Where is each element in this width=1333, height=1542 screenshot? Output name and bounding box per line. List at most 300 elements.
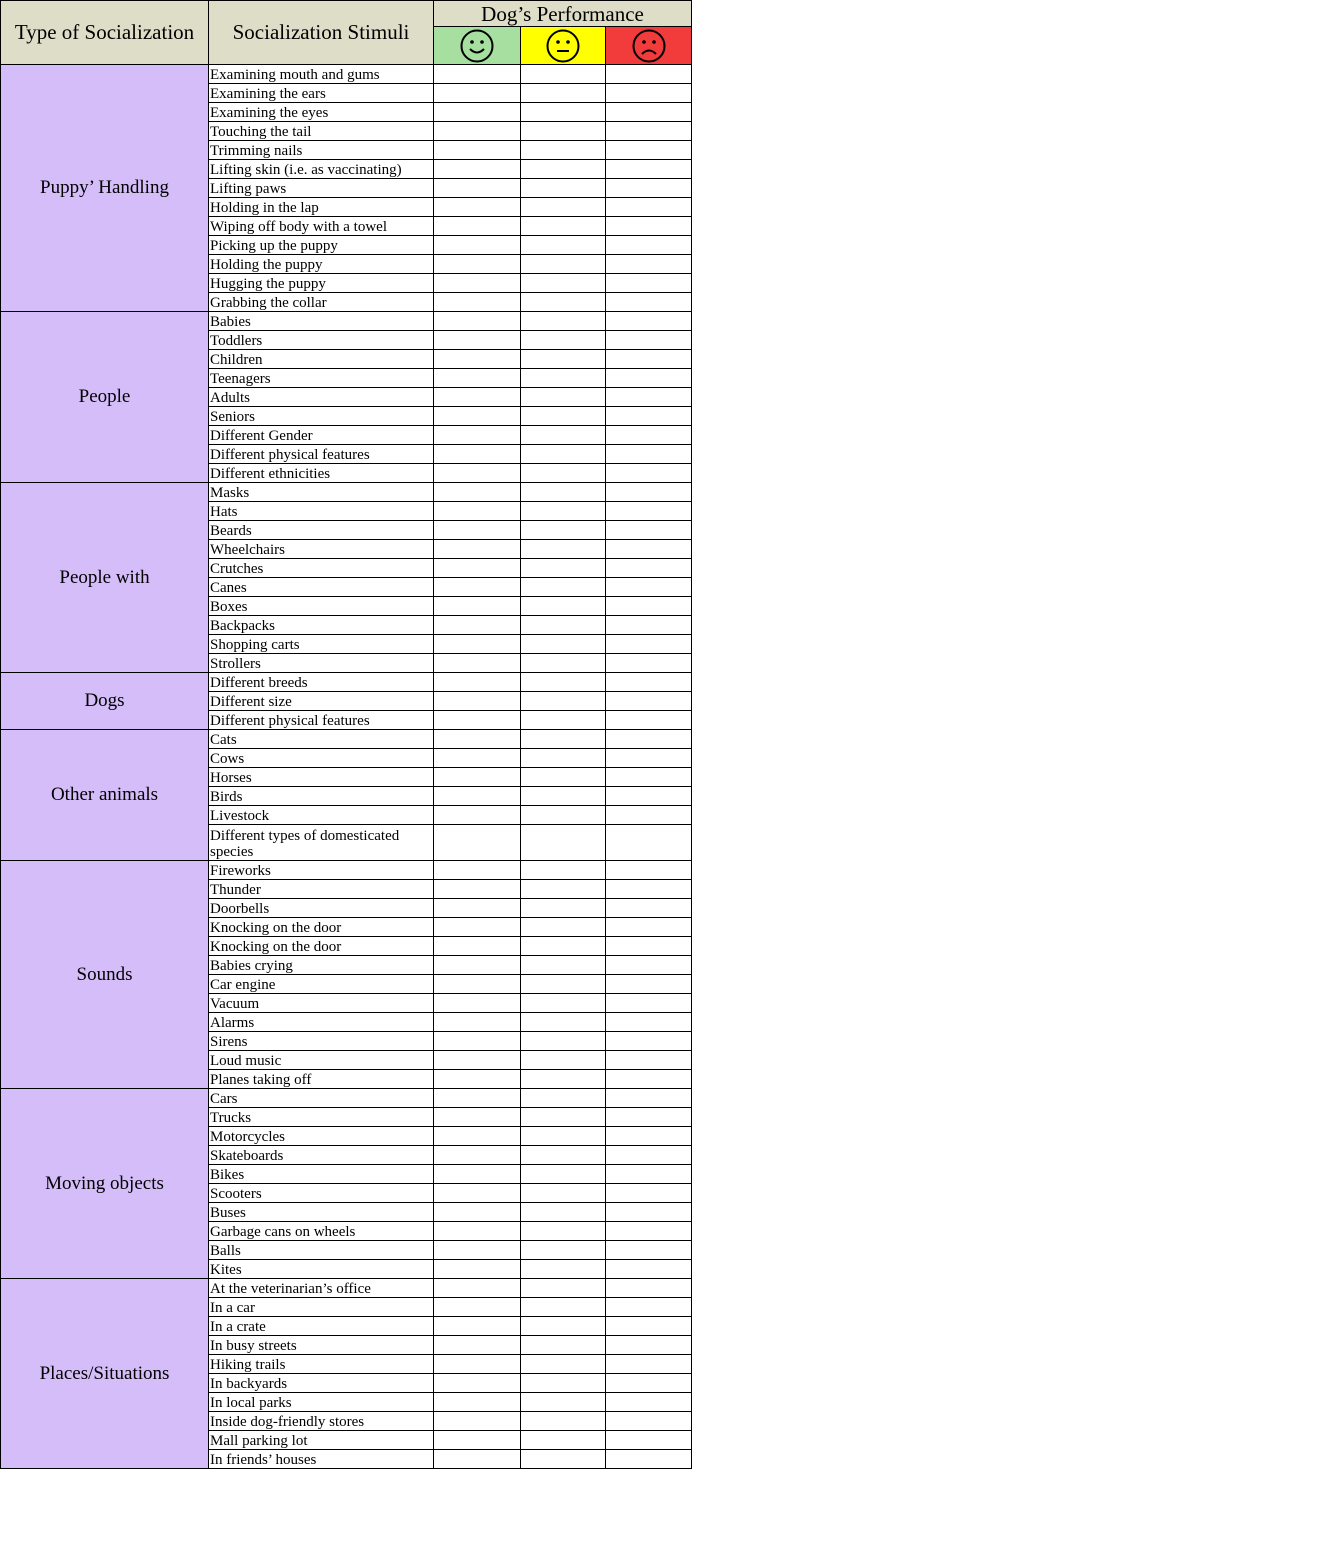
performance-cell-sad[interactable] (606, 1032, 692, 1051)
stimulus-cell: Touching the tail (209, 122, 434, 141)
performance-cell-happy[interactable] (434, 160, 521, 179)
performance-cell-sad[interactable] (606, 1013, 692, 1032)
performance-cell-neutral[interactable] (521, 1298, 606, 1317)
stimulus-cell: At the veterinarian’s office (209, 1279, 434, 1298)
performance-cell-happy[interactable] (434, 103, 521, 122)
performance-cell-sad[interactable] (606, 899, 692, 918)
performance-cell-happy[interactable] (434, 293, 521, 312)
performance-cell-happy[interactable] (434, 255, 521, 274)
performance-cell-neutral[interactable] (521, 1089, 606, 1108)
performance-cell-neutral[interactable] (521, 1165, 606, 1184)
performance-cell-neutral[interactable] (521, 806, 606, 825)
performance-cell-neutral[interactable] (521, 616, 606, 635)
performance-cell-neutral[interactable] (521, 122, 606, 141)
performance-cell-happy[interactable] (434, 1336, 521, 1355)
stimulus-cell: Hugging the puppy (209, 274, 434, 293)
performance-cell-happy[interactable] (434, 1298, 521, 1317)
performance-cell-happy[interactable] (434, 1203, 521, 1222)
performance-cell-sad[interactable] (606, 1222, 692, 1241)
performance-cell-happy[interactable] (434, 559, 521, 578)
performance-cell-sad[interactable] (606, 179, 692, 198)
performance-cell-sad[interactable] (606, 1431, 692, 1450)
performance-cell-neutral[interactable] (521, 975, 606, 994)
stimulus-cell: Grabbing the collar (209, 293, 434, 312)
performance-cell-neutral[interactable] (521, 749, 606, 768)
performance-cell-happy[interactable] (434, 1412, 521, 1431)
stimulus-cell: Different physical features (209, 711, 434, 730)
performance-cell-neutral[interactable] (521, 635, 606, 654)
performance-cell-happy[interactable] (434, 806, 521, 825)
performance-cell-happy[interactable] (434, 1051, 521, 1070)
performance-cell-sad[interactable] (606, 937, 692, 956)
stimulus-cell: Car engine (209, 975, 434, 994)
stimulus-cell: Kites (209, 1260, 434, 1279)
stimulus-cell: Horses (209, 768, 434, 787)
performance-cell-sad[interactable] (606, 350, 692, 369)
performance-cell-neutral[interactable] (521, 1279, 606, 1298)
performance-cell-happy[interactable] (434, 1108, 521, 1127)
performance-cell-sad[interactable] (606, 825, 692, 861)
performance-cell-sad[interactable] (606, 616, 692, 635)
stimulus-cell: Different physical features (209, 445, 434, 464)
stimulus-cell: Toddlers (209, 331, 434, 350)
performance-cell-sad[interactable] (606, 635, 692, 654)
stimulus-cell: In a car (209, 1298, 434, 1317)
performance-cell-neutral[interactable] (521, 1260, 606, 1279)
performance-cell-happy[interactable] (434, 597, 521, 616)
performance-cell-neutral[interactable] (521, 880, 606, 899)
performance-cell-happy[interactable] (434, 540, 521, 559)
stimulus-cell: Birds (209, 787, 434, 806)
stimulus-cell: Babies (209, 312, 434, 331)
performance-cell-sad[interactable] (606, 198, 692, 217)
performance-cell-happy[interactable] (434, 331, 521, 350)
performance-cell-happy[interactable] (434, 426, 521, 445)
performance-cell-neutral[interactable] (521, 994, 606, 1013)
performance-cell-sad[interactable] (606, 975, 692, 994)
performance-cell-sad[interactable] (606, 426, 692, 445)
stimulus-cell: Strollers (209, 654, 434, 673)
performance-cell-sad[interactable] (606, 1450, 692, 1469)
performance-cell-happy[interactable] (434, 179, 521, 198)
performance-cell-neutral[interactable] (521, 198, 606, 217)
performance-cell-happy[interactable] (434, 1146, 521, 1165)
socialization-checklist-table (0, 0, 692, 1469)
stimulus-cell: Seniors (209, 407, 434, 426)
stimulus-cell: Doorbells (209, 899, 434, 918)
stimulus-cell: Trucks (209, 1108, 434, 1127)
stimulus-cell: Livestock (209, 806, 434, 825)
performance-cell-happy[interactable] (434, 1450, 521, 1469)
performance-cell-sad[interactable] (606, 692, 692, 711)
stimulus-cell: In a crate (209, 1317, 434, 1336)
stimulus-cell: Hiking trails (209, 1355, 434, 1374)
performance-cell-neutral[interactable] (521, 1393, 606, 1412)
performance-cell-neutral[interactable] (521, 692, 606, 711)
performance-cell-neutral[interactable] (521, 293, 606, 312)
performance-cell-happy[interactable] (434, 956, 521, 975)
stimulus-cell: Vacuum (209, 994, 434, 1013)
performance-cell-sad[interactable] (606, 768, 692, 787)
stimulus-cell: Shopping carts (209, 635, 434, 654)
performance-cell-neutral[interactable] (521, 217, 606, 236)
performance-cell-sad[interactable] (606, 540, 692, 559)
stimulus-cell: Examining the ears (209, 84, 434, 103)
performance-cell-happy[interactable] (434, 1222, 521, 1241)
stimulus-cell: In busy streets (209, 1336, 434, 1355)
performance-cell-neutral[interactable] (521, 1184, 606, 1203)
category-cell: Places/Situations (1, 1279, 209, 1469)
performance-cell-sad[interactable] (606, 1393, 692, 1412)
performance-cell-sad[interactable] (606, 1089, 692, 1108)
performance-cell-happy[interactable] (434, 730, 521, 749)
stimulus-cell: Teenagers (209, 369, 434, 388)
performance-cell-happy[interactable] (434, 388, 521, 407)
performance-cell-neutral[interactable] (521, 768, 606, 787)
performance-cell-sad[interactable] (606, 1260, 692, 1279)
neutral-face-icon (545, 28, 581, 64)
performance-cell-sad[interactable] (606, 293, 692, 312)
performance-cell-neutral[interactable] (521, 1127, 606, 1146)
performance-cell-sad[interactable] (606, 806, 692, 825)
performance-cell-happy[interactable] (434, 84, 521, 103)
performance-cell-neutral[interactable] (521, 559, 606, 578)
performance-cell-neutral[interactable] (521, 141, 606, 160)
stimulus-cell: Motorcycles (209, 1127, 434, 1146)
performance-cell-happy[interactable] (434, 141, 521, 160)
performance-cell-sad[interactable] (606, 1241, 692, 1260)
performance-cell-neutral[interactable] (521, 179, 606, 198)
performance-cell-sad[interactable] (606, 65, 692, 84)
stimulus-cell: Inside dog-friendly stores (209, 1412, 434, 1431)
sad-face-icon (631, 28, 667, 64)
stimulus-cell: Mall parking lot (209, 1431, 434, 1450)
performance-cell-sad[interactable] (606, 730, 692, 749)
performance-cell-happy[interactable] (434, 65, 521, 84)
performance-cell-happy[interactable] (434, 692, 521, 711)
performance-cell-sad[interactable] (606, 1279, 692, 1298)
performance-cell-sad[interactable] (606, 559, 692, 578)
performance-cell-neutral[interactable] (521, 1108, 606, 1127)
performance-cell-neutral[interactable] (521, 899, 606, 918)
performance-cell-neutral[interactable] (521, 483, 606, 502)
performance-cell-happy[interactable] (434, 483, 521, 502)
performance-cell-neutral[interactable] (521, 711, 606, 730)
performance-cell-sad[interactable] (606, 502, 692, 521)
performance-cell-sad[interactable] (606, 918, 692, 937)
performance-cell-happy[interactable] (434, 521, 521, 540)
performance-cell-neutral[interactable] (521, 1317, 606, 1336)
performance-cell-happy[interactable] (434, 768, 521, 787)
performance-cell-sad[interactable] (606, 861, 692, 880)
performance-cell-happy[interactable] (434, 578, 521, 597)
performance-cell-sad[interactable] (606, 749, 692, 768)
performance-cell-neutral[interactable] (521, 255, 606, 274)
category-cell: People (1, 312, 209, 483)
performance-cell-neutral[interactable] (521, 521, 606, 540)
performance-cell-happy[interactable] (434, 502, 521, 521)
stimulus-cell: Cows (209, 749, 434, 768)
stimulus-cell: Scooters (209, 1184, 434, 1203)
performance-cell-happy[interactable] (434, 787, 521, 806)
performance-cell-happy[interactable] (434, 937, 521, 956)
performance-cell-sad[interactable] (606, 1203, 692, 1222)
performance-cell-happy[interactable] (434, 1260, 521, 1279)
performance-cell-sad[interactable] (606, 464, 692, 483)
performance-cell-sad[interactable] (606, 1108, 692, 1127)
performance-cell-neutral[interactable] (521, 1241, 606, 1260)
performance-cell-neutral[interactable] (521, 388, 606, 407)
performance-cell-neutral[interactable] (521, 597, 606, 616)
performance-cell-sad[interactable] (606, 274, 692, 293)
performance-cell-sad[interactable] (606, 122, 692, 141)
stimulus-cell: Crutches (209, 559, 434, 578)
performance-cell-happy[interactable] (434, 1165, 521, 1184)
performance-cell-happy[interactable] (434, 1241, 521, 1260)
performance-cell-sad[interactable] (606, 578, 692, 597)
stimulus-cell: Skateboards (209, 1146, 434, 1165)
performance-cell-neutral[interactable] (521, 673, 606, 692)
stimulus-cell: Different breeds (209, 673, 434, 692)
performance-cell-sad[interactable] (606, 369, 692, 388)
performance-cell-sad[interactable] (606, 1127, 692, 1146)
performance-cell-happy[interactable] (434, 994, 521, 1013)
stimulus-cell: Babies crying (209, 956, 434, 975)
performance-cell-happy[interactable] (434, 312, 521, 331)
performance-cell-sad[interactable] (606, 255, 692, 274)
performance-cell-happy[interactable] (434, 445, 521, 464)
performance-cell-neutral[interactable] (521, 1431, 606, 1450)
stimulus-cell: Sirens (209, 1032, 434, 1051)
performance-cell-happy[interactable] (434, 274, 521, 293)
performance-cell-sad[interactable] (606, 956, 692, 975)
performance-cell-sad[interactable] (606, 1317, 692, 1336)
performance-cell-sad[interactable] (606, 84, 692, 103)
socialization-stimuli-header: Socialization Stimuli (209, 1, 434, 65)
stimulus-cell: Adults (209, 388, 434, 407)
stimulus-cell: Examining the eyes (209, 103, 434, 122)
stimulus-cell: Boxes (209, 597, 434, 616)
performance-cell-sad[interactable] (606, 331, 692, 350)
stimulus-cell: Lifting paws (209, 179, 434, 198)
performance-cell-neutral[interactable] (521, 918, 606, 937)
performance-cell-neutral[interactable] (521, 160, 606, 179)
stimulus-cell: Knocking on the door (209, 918, 434, 937)
performance-cell-sad[interactable] (606, 597, 692, 616)
table-row (1, 1089, 692, 1108)
performance-cell-happy[interactable] (434, 1184, 521, 1203)
performance-cell-happy[interactable] (434, 861, 521, 880)
performance-cell-sad[interactable] (606, 994, 692, 1013)
performance-cell-sad[interactable] (606, 388, 692, 407)
performance-cell-neutral[interactable] (521, 730, 606, 749)
performance-cell-neutral[interactable] (521, 464, 606, 483)
performance-cell-happy[interactable] (434, 825, 521, 861)
stimulus-cell: Wheelchairs (209, 540, 434, 559)
performance-cell-happy[interactable] (434, 198, 521, 217)
performance-cell-neutral[interactable] (521, 1032, 606, 1051)
performance-cell-happy[interactable] (434, 1089, 521, 1108)
performance-cell-neutral[interactable] (521, 312, 606, 331)
category-cell: Puppy’ Handling (1, 65, 209, 312)
performance-cell-neutral[interactable] (521, 1336, 606, 1355)
performance-cell-sad[interactable] (606, 103, 692, 122)
performance-cell-neutral[interactable] (521, 1070, 606, 1089)
performance-cell-sad[interactable] (606, 1336, 692, 1355)
performance-cell-neutral[interactable] (521, 1203, 606, 1222)
table-row (1, 861, 692, 880)
performance-cell-neutral[interactable] (521, 937, 606, 956)
stimulus-cell: Different ethnicities (209, 464, 434, 483)
stimulus-cell: Picking up the puppy (209, 236, 434, 255)
performance-cell-sad[interactable] (606, 1165, 692, 1184)
performance-cell-sad[interactable] (606, 654, 692, 673)
stimulus-cell: Different types of domesticated species (209, 825, 434, 861)
performance-cell-happy[interactable] (434, 1355, 521, 1374)
performance-cell-happy[interactable] (434, 1374, 521, 1393)
performance-cell-neutral[interactable] (521, 369, 606, 388)
performance-cell-happy[interactable] (434, 1279, 521, 1298)
performance-cell-happy[interactable] (434, 1070, 521, 1089)
performance-cell-happy[interactable] (434, 635, 521, 654)
performance-cell-sad[interactable] (606, 445, 692, 464)
performance-cell-happy[interactable] (434, 616, 521, 635)
performance-cell-neutral[interactable] (521, 1374, 606, 1393)
performance-cell-happy[interactable] (434, 369, 521, 388)
performance-cell-neutral[interactable] (521, 350, 606, 369)
performance-cell-sad[interactable] (606, 1412, 692, 1431)
performance-cell-neutral[interactable] (521, 445, 606, 464)
performance-cell-neutral[interactable] (521, 956, 606, 975)
stimulus-cell: Knocking on the door (209, 937, 434, 956)
sad-face-cell (606, 27, 692, 65)
performance-cell-happy[interactable] (434, 918, 521, 937)
category-cell: Dogs (1, 673, 209, 730)
stimulus-cell: In backyards (209, 1374, 434, 1393)
performance-cell-neutral[interactable] (521, 540, 606, 559)
performance-cell-happy[interactable] (434, 654, 521, 673)
performance-cell-happy[interactable] (434, 1431, 521, 1450)
performance-cell-happy[interactable] (434, 673, 521, 692)
performance-cell-happy[interactable] (434, 1032, 521, 1051)
performance-cell-happy[interactable] (434, 880, 521, 899)
performance-cell-sad[interactable] (606, 160, 692, 179)
performance-cell-happy[interactable] (434, 350, 521, 369)
stimulus-cell: Different Gender (209, 426, 434, 445)
performance-cell-neutral[interactable] (521, 1013, 606, 1032)
performance-cell-sad[interactable] (606, 1298, 692, 1317)
performance-cell-sad[interactable] (606, 787, 692, 806)
performance-cell-sad[interactable] (606, 1146, 692, 1165)
stimulus-cell: Hats (209, 502, 434, 521)
performance-cell-neutral[interactable] (521, 654, 606, 673)
performance-cell-happy[interactable] (434, 236, 521, 255)
performance-cell-neutral[interactable] (521, 1450, 606, 1469)
table-row (1, 483, 692, 502)
performance-cell-neutral[interactable] (521, 1222, 606, 1241)
performance-cell-sad[interactable] (606, 1184, 692, 1203)
performance-cell-happy[interactable] (434, 1013, 521, 1032)
performance-cell-neutral[interactable] (521, 1051, 606, 1070)
stimulus-cell: Lifting skin (i.e. as vaccinating) (209, 160, 434, 179)
table-body (1, 65, 692, 1469)
performance-cell-neutral[interactable] (521, 426, 606, 445)
stimulus-cell: Different size (209, 692, 434, 711)
stimulus-cell: Backpacks (209, 616, 434, 635)
neutral-face-cell (521, 27, 606, 65)
performance-cell-happy[interactable] (434, 899, 521, 918)
performance-cell-neutral[interactable] (521, 407, 606, 426)
performance-cell-sad[interactable] (606, 673, 692, 692)
stimulus-cell: Planes taking off (209, 1070, 434, 1089)
performance-cell-happy[interactable] (434, 1127, 521, 1146)
performance-cell-neutral[interactable] (521, 825, 606, 861)
performance-cell-sad[interactable] (606, 236, 692, 255)
stimulus-cell: In friends’ houses (209, 1450, 434, 1469)
performance-cell-happy[interactable] (434, 749, 521, 768)
stimulus-cell: Wiping off body with a towel (209, 217, 434, 236)
performance-cell-happy[interactable] (434, 1393, 521, 1412)
category-cell: Moving objects (1, 1089, 209, 1279)
stimulus-cell: Canes (209, 578, 434, 597)
performance-cell-neutral[interactable] (521, 1355, 606, 1374)
performance-cell-neutral[interactable] (521, 861, 606, 880)
stimulus-cell: In local parks (209, 1393, 434, 1412)
performance-cell-happy[interactable] (434, 711, 521, 730)
performance-cell-happy[interactable] (434, 1317, 521, 1336)
performance-cell-neutral[interactable] (521, 1146, 606, 1165)
performance-cell-sad[interactable] (606, 217, 692, 236)
performance-cell-happy[interactable] (434, 975, 521, 994)
performance-cell-sad[interactable] (606, 711, 692, 730)
performance-cell-sad[interactable] (606, 521, 692, 540)
performance-cell-happy[interactable] (434, 122, 521, 141)
happy-face-cell (434, 27, 521, 65)
performance-cell-sad[interactable] (606, 483, 692, 502)
type-of-socialization-header: Type of Socialization (1, 1, 209, 65)
performance-cell-happy[interactable] (434, 464, 521, 483)
performance-cell-sad[interactable] (606, 1051, 692, 1070)
performance-cell-neutral[interactable] (521, 1412, 606, 1431)
performance-cell-sad[interactable] (606, 141, 692, 160)
performance-cell-neutral[interactable] (521, 787, 606, 806)
stimulus-cell: Masks (209, 483, 434, 502)
performance-cell-sad[interactable] (606, 1070, 692, 1089)
performance-cell-neutral[interactable] (521, 84, 606, 103)
performance-cell-neutral[interactable] (521, 274, 606, 293)
performance-cell-neutral[interactable] (521, 331, 606, 350)
performance-cell-sad[interactable] (606, 1355, 692, 1374)
performance-cell-neutral[interactable] (521, 578, 606, 597)
stimulus-cell: Balls (209, 1241, 434, 1260)
stimulus-cell: Beards (209, 521, 434, 540)
performance-cell-neutral[interactable] (521, 65, 606, 84)
performance-cell-sad[interactable] (606, 407, 692, 426)
category-cell: Other animals (1, 730, 209, 861)
performance-cell-sad[interactable] (606, 312, 692, 331)
performance-cell-happy[interactable] (434, 407, 521, 426)
performance-cell-neutral[interactable] (521, 103, 606, 122)
stimulus-cell: Children (209, 350, 434, 369)
performance-cell-neutral[interactable] (521, 236, 606, 255)
performance-cell-happy[interactable] (434, 217, 521, 236)
stimulus-cell: Garbage cans on wheels (209, 1222, 434, 1241)
performance-cell-neutral[interactable] (521, 502, 606, 521)
performance-cell-sad[interactable] (606, 880, 692, 899)
stimulus-cell: Holding in the lap (209, 198, 434, 217)
performance-cell-sad[interactable] (606, 1374, 692, 1393)
stimulus-cell: Bikes (209, 1165, 434, 1184)
